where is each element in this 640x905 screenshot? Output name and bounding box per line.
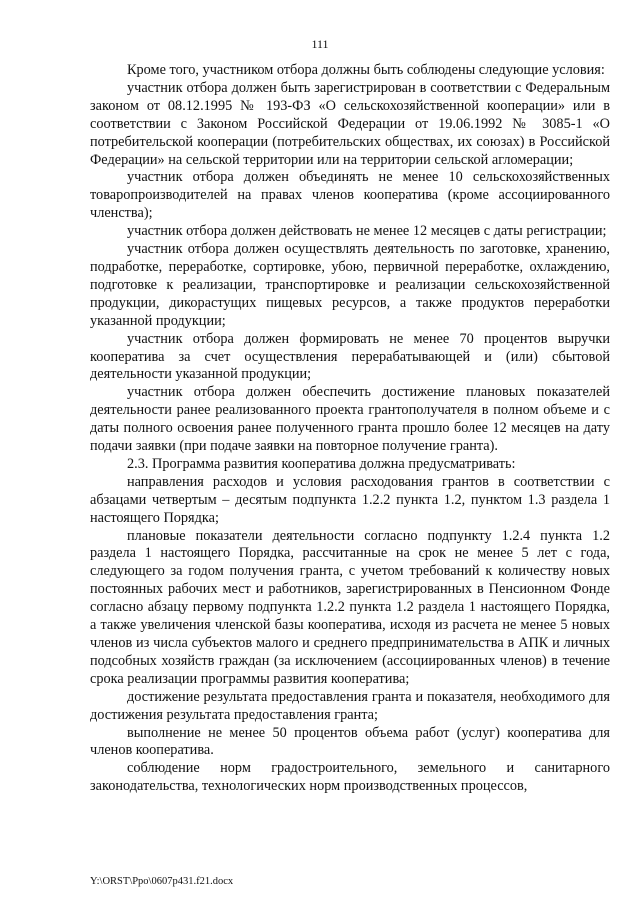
paragraph-work-volume: выполнение не менее 50 процентов объема работ (услуг) кооператива для членов кооператива. (90, 724, 610, 759)
paragraph-activity: участник отбора должен осуществлять деятельность по заготовке, хранению, подработке, переработке, сортировке, убою, первичной переработке, охлаждению, подготовке к реализации, транспортировке и реализации сельскохозяйственной продукции, дикорастущих пищевых ресурсов, а также продуктов переработки указанной продукции; (90, 241, 610, 329)
paragraph-compliance: соблюдение норм градостроительного, земельного и санитарного законодательства, технологических норм производственных процессов, (90, 760, 610, 795)
paragraph-members: участник отбора должен объединять не менее 10 сельскохозяйственных товаропроизводителей на правах членов кооператива (кроме ассоциированного членства); (90, 169, 610, 222)
paragraph-indicators: участник отбора должен обеспечить достижение плановых показателей деятельности ранее реализованного проекта грантополучателя в полном объеме и с даты полного освоения ранее полученного гранта прошло более 12 месяцев на дату подачи заявки (при подаче заявки на повторное получение гранта). (90, 384, 610, 455)
page-number: 111 (311, 37, 329, 51)
paragraph-grant-result: достижение результата предоставления гранта и показателя, необходимого для достижения результата предоставления гранта; (90, 688, 610, 723)
paragraph-revenue: участник отбора должен формировать не менее 70 процентов выручки кооператива за счет осуществления перерабатывающей и (или) сбытовой деятельности указанной продукции; (90, 330, 610, 383)
paragraph-term: участник отбора должен действовать не менее 12 месяцев с даты регистрации; (127, 223, 607, 240)
paragraph-registration: участник отбора должен быть зарегистрирован в соответствии с Федеральным законом от 08.12.1995 № 193-ФЗ «О сельскохозяйственной кооперации» или в соответствии с Законом Российской Федерации от 19.06.1992 № 3085-1 «О потребительской кооперации (потребительских обществах, их союзах) в Российской Федерации» на сельской территории или на территории сельской агломерации; (90, 79, 610, 168)
document-body (90, 62, 610, 796)
paragraph-section-2-3: 2.3. Программа развития кооператива должна предусматривать: (127, 455, 516, 472)
footer-file-path: Y:\ORST\Ppo\0607p431.f21.docx (90, 876, 234, 887)
paragraph-planned-indicators: плановые показатели деятельности согласно подпункту 1.2.4 пункта 1.2 раздела 1 настоящего Порядка, рассчитанные на срок не менее 5 лет с года, следующего за годом получения гранта, с учетом требований к количеству новых постоянных рабочих мест и работников, зарегистрированных в Пенсионном Фонде согласно абзацу первому подпункта 1.2.2 пункта 1.2 раздела 1 настоящего Порядка, а также увеличения членской базы кооператива, исходя из расчета не менее 5 новых членов из числа субъектов малого и среднего предпринимательства в АПК и личных подсобных хозяйств граждан (за исключением (ассоциированных членов) в течение срока реализации программы развития кооператива; (90, 527, 610, 687)
paragraph-expense-directions: направления расходов и условия расходования грантов в соответствии с абзацами четвертым – десятым подпункта 1.2.2 пункта 1.2, пунктом 1.3 раздела 1 настоящего Порядка; (90, 473, 610, 526)
paragraph-conditions-intro: Кроме того, участником отбора должны быть соблюдены следующие условия: (127, 62, 605, 78)
